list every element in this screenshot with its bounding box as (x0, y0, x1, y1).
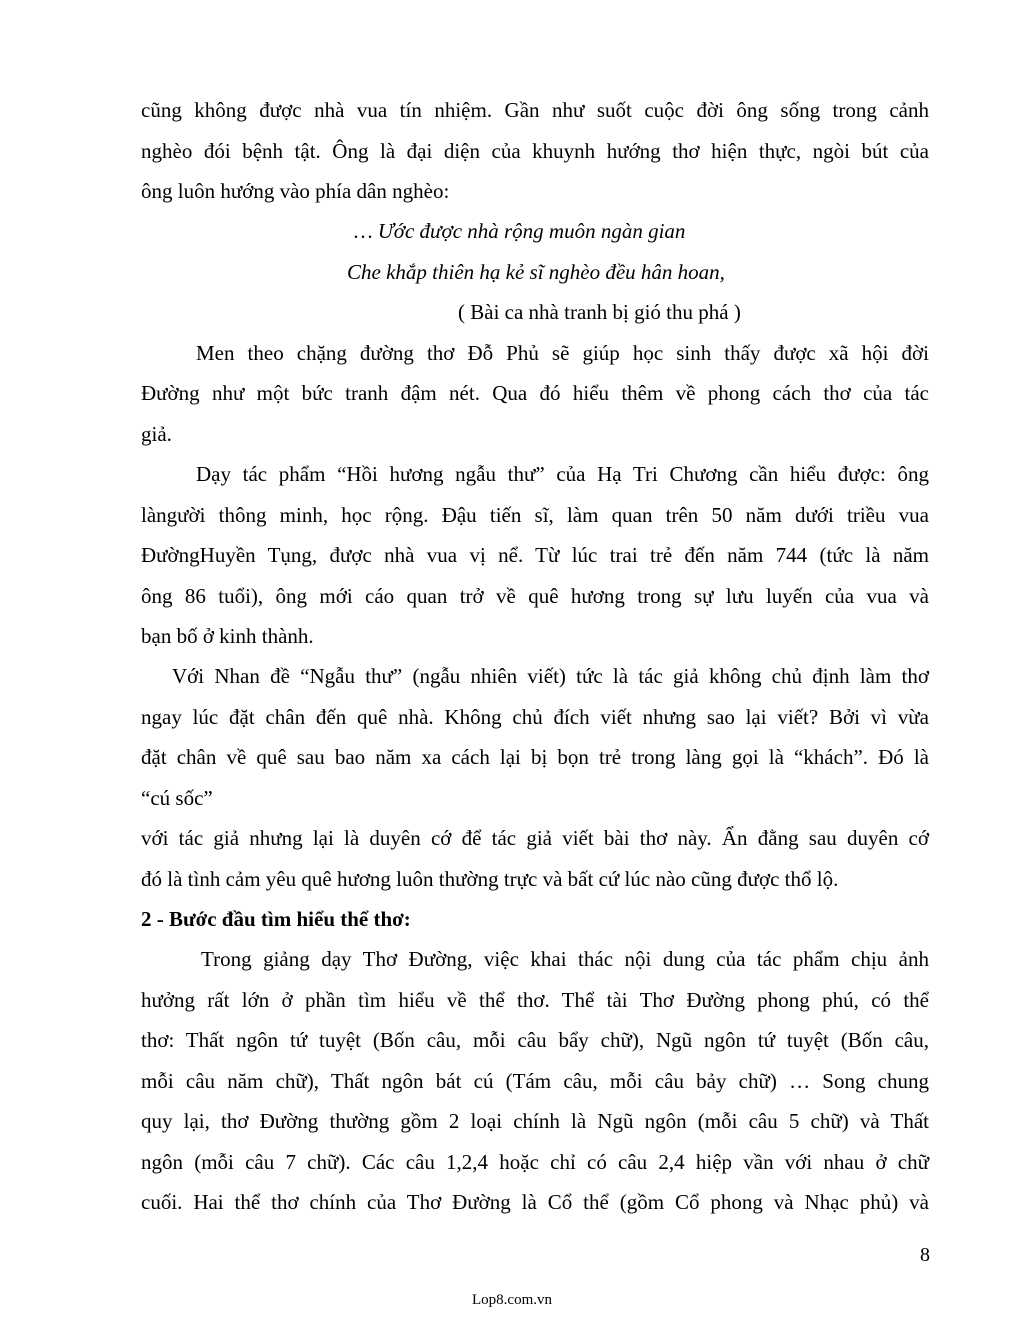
body-line: bạn bố ở kinh thành. (141, 624, 314, 648)
body-line: nghèo đói bệnh tật. Ông là đại diện của khuynh hướng thơ hiện thực, ngòi bút của (141, 139, 929, 163)
body-line: cuối. Hai thể thơ chính của Thơ Đường là Cổ thể (gồm Cổ phong và Nhạc phủ) và (141, 1190, 929, 1214)
body-line: ông luôn hướng vào phía dân nghèo: (141, 179, 450, 203)
body-line: mỗi câu năm chữ), Thất ngôn bát cú (Tám câu, mỗi câu bảy chữ) … Song chung (141, 1069, 929, 1093)
body-line: làngười thông minh, học rộng. Đậu tiến sĩ, làm quan trên 50 năm dưới triều vua (141, 503, 929, 527)
footer-site: Lop8.com.vn (472, 1292, 552, 1308)
body-line: với tác giả nhưng lại là duyên cớ để tác giả viết bài thơ này. Ẩn đằng sau duyên cớ (141, 826, 929, 850)
body-line: “cú sốc” (141, 786, 213, 810)
body-line: ngôn (mỗi câu 7 chữ). Các câu 1,2,4 hoặc chỉ có câu 2,4 hiệp vần với nhau ở chữ (141, 1150, 929, 1174)
body-line: cũng không được nhà vua tín nhiệm. Gần như suốt cuộc đời ông sống trong cảnh (141, 98, 929, 122)
section-heading: 2 - Bước đầu tìm hiểu thể thơ: (141, 907, 411, 931)
body-line: Men theo chặng đường thơ Đỗ Phủ sẽ giúp học sinh thấy được xã hội đời (196, 341, 929, 365)
body-line: ngay lúc đặt chân đến quê nhà. Không chủ đích viết nhưng sao lại viết? Bởi vì vừa (141, 705, 929, 729)
poem-line: Che khắp thiên hạ kẻ sĩ nghèo đều hân hoan, (347, 260, 725, 284)
body-line: Trong giảng dạy Thơ Đường, việc khai thác nội dung của tác phẩm chịu ảnh (201, 947, 929, 971)
body-line: ông 86 tuổi), ông mới cáo quan trở về quê hương trong sự lưu luyến của vua và (141, 584, 929, 608)
body-line: thơ: Thất ngôn tứ tuyệt (Bốn câu, mỗi câu bẩy chữ), Ngũ ngôn tứ tuyệt (Bốn câu, (141, 1028, 929, 1052)
body-line: quy lại, thơ Đường thường gồm 2 loại chính là Ngũ ngôn (mỗi câu 5 chữ) và Thất (141, 1109, 929, 1133)
page-number: 8 (920, 1244, 930, 1266)
body-line: Với Nhan đề “Ngẫu thư” (ngẫu nhiên viết) tức là tác giả không chủ định làm thơ (172, 664, 929, 688)
body-line: Đường như một bức tranh đậm nét. Qua đó hiểu thêm về phong cách thơ của tác (141, 381, 929, 405)
poem-citation: ( Bài ca nhà tranh bị gió thu phá ) (458, 300, 741, 324)
body-line: Dạy tác phẩm “Hồi hương ngẫu thư” của Hạ Tri Chương cần hiểu được: ông (196, 462, 929, 486)
poem-line: … Ước được nhà rộng muôn ngàn gian (354, 219, 686, 243)
body-line: đó là tình cảm yêu quê hương luôn thường trực và bất cứ lúc nào cũng được thổ lộ. (141, 867, 839, 891)
body-line: hưởng rất lớn ở phần tìm hiểu về thể thơ. Thể tài Thơ Đường phong phú, có thể (141, 988, 929, 1012)
body-line: ĐườngHuyền Tụng, được nhà vua vị nể. Từ lúc trai trẻ đến năm 744 (tức là năm (141, 543, 929, 567)
body-line: đặt chân về quê sau bao năm xa cách lại bị bọn trẻ trong làng gọi là “khách”. Đó là (141, 745, 929, 769)
body-line: giả. (141, 422, 172, 446)
